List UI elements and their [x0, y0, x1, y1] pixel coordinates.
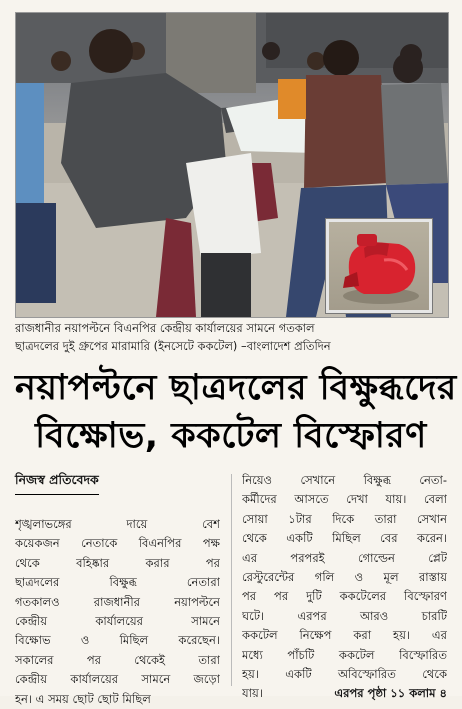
body-line: কয়েকজন নেতাকে বিএনপির পক্ষ	[15, 536, 220, 551]
photo-caption	[15, 320, 447, 356]
column-divider	[231, 474, 232, 686]
body-line: যায়।	[242, 686, 263, 701]
body-line: ককটেল নিক্ষেপ করা হয়। এর	[242, 628, 447, 643]
body-line: ঘটে। এরপর আরও চারটি	[242, 608, 447, 623]
body-line-with-continuation	[242, 684, 447, 703]
continued-on-page-link[interactable]: এরপর পৃষ্ঠা ১১ কলাম ৪	[334, 686, 447, 701]
body-line: হন। এ সময় ছোট ছোট মিছিল	[15, 691, 151, 706]
body-line: শৃঙ্খলাভঙ্গের দায়ে বেশ	[15, 517, 220, 531]
inset-cocktail-photo	[326, 219, 432, 313]
byline: নিজস্ব প্রতিবেদক	[15, 472, 99, 495]
body-line: এর পরপরই গোল্ডেন প্লেট	[242, 550, 447, 565]
body-column-left	[15, 515, 220, 709]
body-line: হয়। একটি অবিস্ফোরিত থেকে	[242, 667, 447, 682]
cocktail-bomb-icon	[329, 222, 429, 310]
body-line: নিয়েও সেখানে বিক্ষুব্ধ নেতা-	[242, 473, 447, 487]
body-line: কর্মীদের আসতে দেখা যায়। বেলা	[242, 492, 447, 507]
body-line: বিক্ষোভ ও মিছিল করেছেন।	[15, 633, 220, 648]
body-line: সোয়া ১টার দিকে তারা সেখান	[242, 511, 447, 526]
body-line: থেকে বহিষ্কার করার পর	[15, 555, 220, 570]
body-line: মধ্যে পাঁচটি ককটেল বিস্ফোরিত	[242, 647, 447, 662]
body-line: গতকালও রাজধানীর নয়াপল্টনে	[15, 594, 220, 609]
body-line: পর পর দুটি ককটেলের বিস্ফোরণ	[242, 589, 447, 604]
body-line: কেন্দ্রীয় কার্যালয়ের সামনে জড়ো	[15, 672, 220, 687]
body-column-right	[242, 471, 447, 704]
body-line: রেস্টুরেন্টের গলি ও মূল রাস্তায়	[242, 570, 447, 585]
body-line: কেন্দ্রীয় কার্যালয়ের সামনে	[15, 614, 220, 629]
caption-line: রাজধানীর নয়াপল্টনে বিএনপির কেন্দ্রীয় কার্যালয়ের সামনে গতকাল	[15, 322, 315, 335]
caption-line: ছাত্রদলের দুই গ্রুপের মারামারি (ইনসেটে ককটেল) –বাংলাদেশ প্রতিদিন	[15, 340, 331, 353]
body-line: ছাত্রদলের বিক্ষুব্ধ নেতারা	[15, 575, 220, 590]
body-line: সকালের পর থেকেই তারা	[15, 652, 220, 667]
news-photo	[15, 12, 449, 318]
headline	[15, 364, 457, 460]
headline-line-2: বিক্ষোভ, ককটেল বিস্ফোরণ	[35, 416, 427, 456]
body-line: থেকে একটি মিছিল বের করেন।	[242, 531, 447, 546]
headline-line-1: নয়াপল্টনে ছাত্রদলের বিক্ষুব্ধদের	[15, 368, 457, 408]
